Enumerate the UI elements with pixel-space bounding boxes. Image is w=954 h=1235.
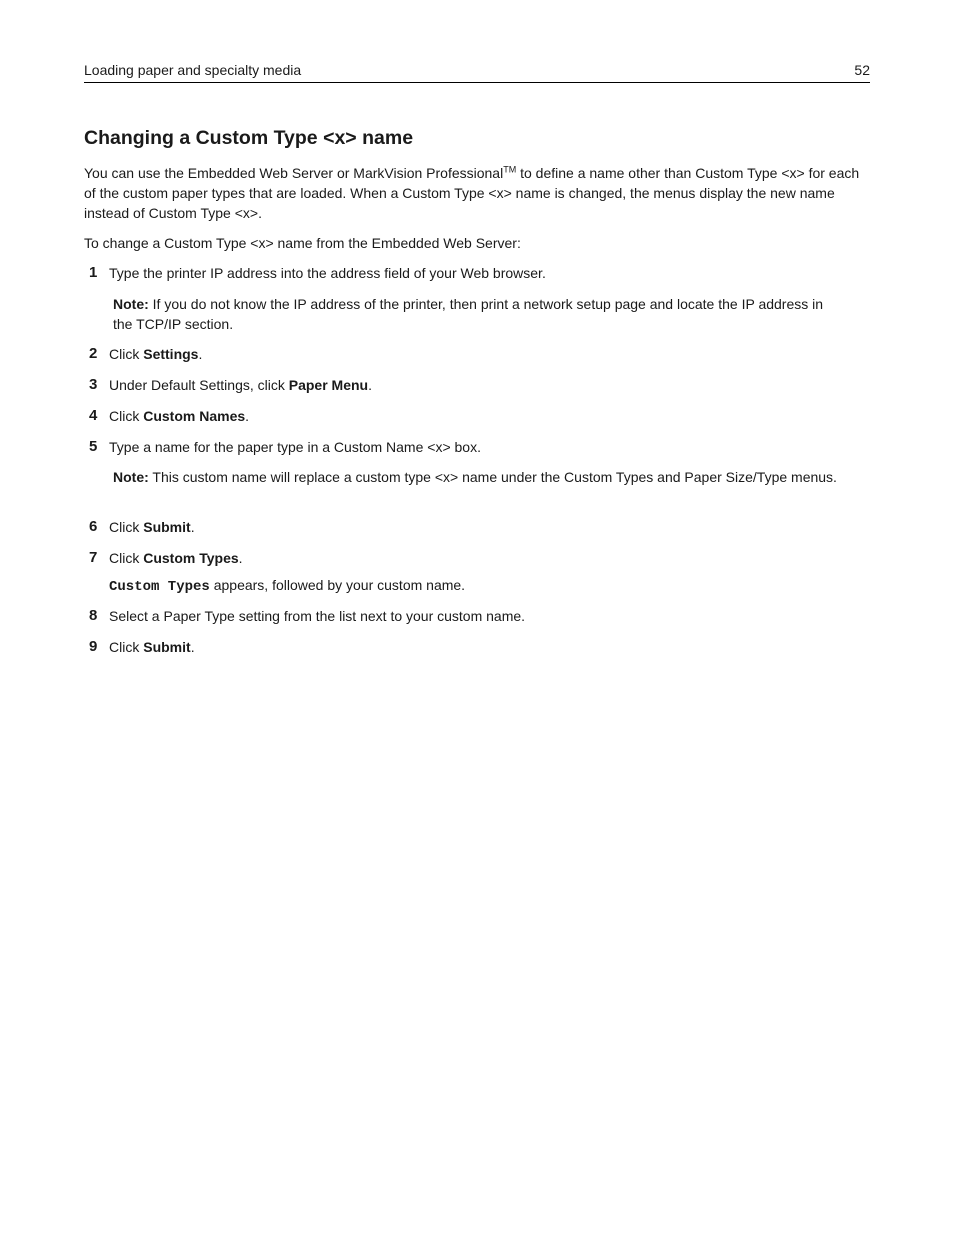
step-text-pre: Click bbox=[109, 639, 144, 655]
step-number: 1 bbox=[89, 264, 98, 281]
ui-term-settings: Settings bbox=[143, 346, 199, 362]
page-number: 52 bbox=[854, 62, 870, 78]
step-text-pre: Click bbox=[109, 346, 144, 362]
step-text-post: . bbox=[368, 377, 372, 393]
step-text bbox=[109, 344, 869, 364]
step-text-post: . bbox=[198, 346, 203, 362]
step-5-note bbox=[113, 467, 843, 487]
step-number: 9 bbox=[89, 638, 98, 655]
ui-term-paper-menu: Paper Menu bbox=[288, 377, 369, 393]
ui-term-submit: Submit bbox=[143, 519, 191, 535]
trademark-mark: TM bbox=[503, 164, 517, 175]
header-section-title: Loading paper and specialty media bbox=[84, 62, 302, 78]
note-label: Note: bbox=[113, 296, 149, 312]
step-1-note bbox=[113, 294, 843, 334]
step-text-post: . bbox=[190, 519, 195, 535]
step-text bbox=[109, 517, 869, 537]
step-number: 2 bbox=[89, 345, 98, 362]
step-text bbox=[109, 375, 869, 395]
intro-part1: You can use the Embedded Web Server or MarkVision Professional bbox=[84, 165, 504, 181]
step-number: 6 bbox=[89, 518, 98, 535]
display-message-code: Custom Types bbox=[109, 579, 210, 595]
step-text: Type a name for the paper type in a Custom Name <x> box. bbox=[109, 439, 481, 455]
step-number: 8 bbox=[89, 607, 98, 624]
step-7-result-text: appears, followed by your custom name. bbox=[209, 577, 466, 593]
note-text: If you do not know the IP address of the printer, then print a network setup page and locate the IP address in the TCP/IP section. bbox=[113, 296, 824, 332]
step-text: Type the printer IP address into the address field of your Web browser. bbox=[109, 265, 546, 281]
step-number: 4 bbox=[89, 407, 98, 424]
intro-part2: to define a name other than Custom Type <x> for each of the custom paper types that are loaded. When a Custom Type <x> name is changed, the menus display the new name instead of Custom Type <x>. bbox=[84, 165, 860, 221]
intro-paragraph bbox=[84, 163, 870, 223]
step-text-pre: Click bbox=[109, 519, 144, 535]
step-7-result bbox=[109, 575, 839, 597]
ui-term-submit: Submit bbox=[143, 639, 191, 655]
section-heading: Changing a Custom Type <x> name bbox=[84, 127, 414, 149]
step-text bbox=[109, 637, 869, 657]
step-number: 5 bbox=[89, 438, 98, 455]
step-text-post: . bbox=[245, 408, 250, 424]
step-text-pre: Under Default Settings, click bbox=[109, 377, 289, 393]
step-text bbox=[109, 406, 869, 426]
step-text: Select a Paper Type setting from the list next to your custom name. bbox=[109, 608, 526, 624]
step-text-pre: Click bbox=[109, 550, 144, 566]
ui-term-custom-names: Custom Names bbox=[143, 408, 246, 424]
step-text-post: . bbox=[238, 550, 243, 566]
note-label: Note: bbox=[113, 469, 149, 485]
note-text: This custom name will replace a custom type <x> name under the Custom Types and Paper Size/Type menus. bbox=[148, 469, 837, 485]
ui-term-custom-types: Custom Types bbox=[143, 550, 239, 566]
step-text bbox=[109, 548, 869, 568]
lead-paragraph: To change a Custom Type <x> name from the Embedded Web Server: bbox=[84, 235, 521, 251]
step-number: 3 bbox=[89, 376, 98, 393]
step-text-pre: Click bbox=[109, 408, 144, 424]
step-number: 7 bbox=[89, 549, 98, 566]
running-header bbox=[84, 60, 870, 83]
step-text-post: . bbox=[190, 639, 195, 655]
